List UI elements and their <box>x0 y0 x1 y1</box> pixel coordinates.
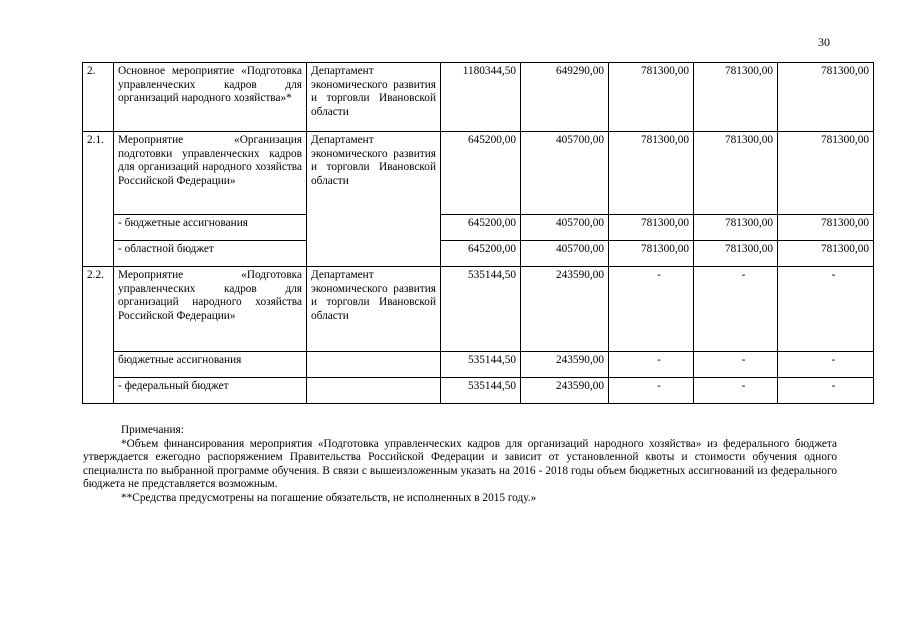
table-row <box>83 241 874 267</box>
activity-name: Мероприятие «Подготовка управленческих кадров для организаций народного хозяйства Российской Федерации» <box>114 267 307 352</box>
value-cell: 535144,50 <box>441 378 521 404</box>
value-cell: 645200,00 <box>441 132 521 215</box>
value-cell: 535144,50 <box>441 352 521 378</box>
note-paragraph: *Объем финансирования мероприятия «Подготовка управленческих кадров для организаций народного хозяйства» из федерального бюджета утверждается ежегодно распоряжением Правительства Российской Федерации и зависит от установленной квоты и стоимости обучения одного специалиста по выбранной программе обучения. В связи с вышеизложенным указать на 2016 - 2018 годы объем бюджетных ассигнований из федерального бюджета не представляется возможным. <box>83 437 837 491</box>
notes-heading: Примечания: <box>121 424 184 436</box>
table-row <box>83 352 874 378</box>
value-cell: 405700,00 <box>521 215 609 241</box>
value-cell: - <box>694 378 778 404</box>
value-cell: 243590,00 <box>521 267 609 352</box>
activity-name: Мероприятие «Организация подготовки управленческих кадров для организаций народного хозяйства Российской Федерации» <box>114 132 307 215</box>
value-cell: - <box>694 352 778 378</box>
value-cell: 781300,00 <box>778 63 874 132</box>
table-row <box>83 132 874 215</box>
value-cell: 1180344,50 <box>441 63 521 132</box>
value-cell: - <box>609 352 694 378</box>
table-row <box>83 378 874 404</box>
empty-cell <box>307 352 441 378</box>
value-cell: 649290,00 <box>521 63 609 132</box>
responsible-executor: Департамент экономического развития и торговли Ивановской области <box>307 267 441 352</box>
value-cell: 781300,00 <box>609 63 694 132</box>
value-cell: 243590,00 <box>521 352 609 378</box>
value-cell: - <box>778 267 874 352</box>
value-cell: 781300,00 <box>694 215 778 241</box>
value-cell: 781300,00 <box>694 63 778 132</box>
table-row <box>83 267 874 352</box>
page-number: 30 <box>818 35 830 49</box>
responsible-executor: Департамент экономического развития и торговли Ивановской области <box>307 132 441 267</box>
value-cell: - <box>609 378 694 404</box>
value-cell: 781300,00 <box>694 132 778 215</box>
funding-source: бюджетные ассигнования <box>114 352 307 378</box>
value-cell: 645200,00 <box>441 241 521 267</box>
activity-name: Основное мероприятие «Подготовка управленческих кадров для организаций народного хозяйства»* <box>114 63 307 132</box>
notes-section <box>83 424 837 506</box>
note-paragraph: **Средства предусмотрены на погашение обязательств, не исполненных в 2015 году.» <box>121 491 537 504</box>
value-cell: 781300,00 <box>609 132 694 215</box>
value-cell: 781300,00 <box>778 241 874 267</box>
responsible-executor: Департамент экономического развития и торговли Ивановской области <box>307 63 441 132</box>
value-cell: - <box>778 352 874 378</box>
row-number: 2. <box>83 63 114 132</box>
funding-source: - областной бюджет <box>114 241 307 267</box>
value-cell: 405700,00 <box>521 241 609 267</box>
funding-source: - бюджетные ассигнования <box>114 215 307 241</box>
value-cell: 781300,00 <box>778 215 874 241</box>
value-cell: 781300,00 <box>609 215 694 241</box>
value-cell: 535144,50 <box>441 267 521 352</box>
value-cell: - <box>609 267 694 352</box>
value-cell: 243590,00 <box>521 378 609 404</box>
value-cell: - <box>778 378 874 404</box>
row-number: 2.1. <box>83 132 114 267</box>
table-row <box>83 63 874 132</box>
value-cell: 781300,00 <box>694 241 778 267</box>
value-cell: 781300,00 <box>778 132 874 215</box>
table-row <box>83 215 874 241</box>
financing-table <box>82 62 874 404</box>
row-number: 2.2. <box>83 267 114 404</box>
value-cell: 405700,00 <box>521 132 609 215</box>
value-cell: - <box>694 267 778 352</box>
funding-source: - федеральный бюджет <box>114 378 307 404</box>
value-cell: 645200,00 <box>441 215 521 241</box>
value-cell: 781300,00 <box>609 241 694 267</box>
empty-cell <box>307 378 441 404</box>
